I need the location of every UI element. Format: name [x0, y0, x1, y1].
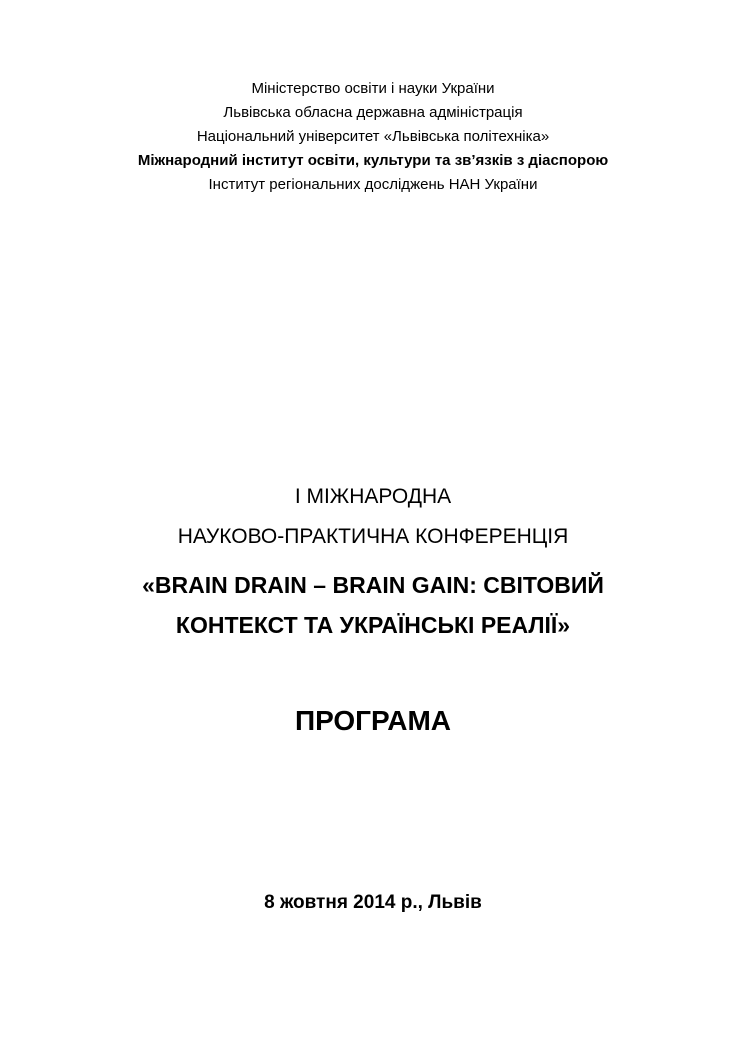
conference-title-line2: КОНТЕКСТ ТА УКРАЇНСЬКІ РЕАЛІЇ» — [175, 612, 571, 638]
conference-type: НАУКОВО-ПРАКТИЧНА КОНФЕРЕНЦІЯ — [177, 525, 569, 548]
date-place: 8 жовтня 2014 р., Львів — [264, 892, 482, 913]
conference-ordinal: І МІЖНАРОДНА — [294, 485, 452, 508]
organizer-regional-administration: Львівська обласна державна адміністрація — [223, 104, 523, 121]
organizer-polytechnic-university: Національний університет «Львівська політехніка» — [196, 128, 550, 145]
program-heading: ПРОГРАМА — [294, 705, 452, 736]
organizer-regional-research-institute: Інститут регіональних досліджень НАН України — [208, 176, 538, 193]
organizer-ministry: Міністерство освіти і науки України — [251, 80, 495, 97]
conference-title-line1: «BRAIN DRAIN – BRAIN GAIN: СВІТОВИЙ — [142, 572, 604, 598]
organizer-diaspora-institute: Міжнародний інститут освіти, культури та зв’язків з діаспорою — [137, 152, 609, 169]
